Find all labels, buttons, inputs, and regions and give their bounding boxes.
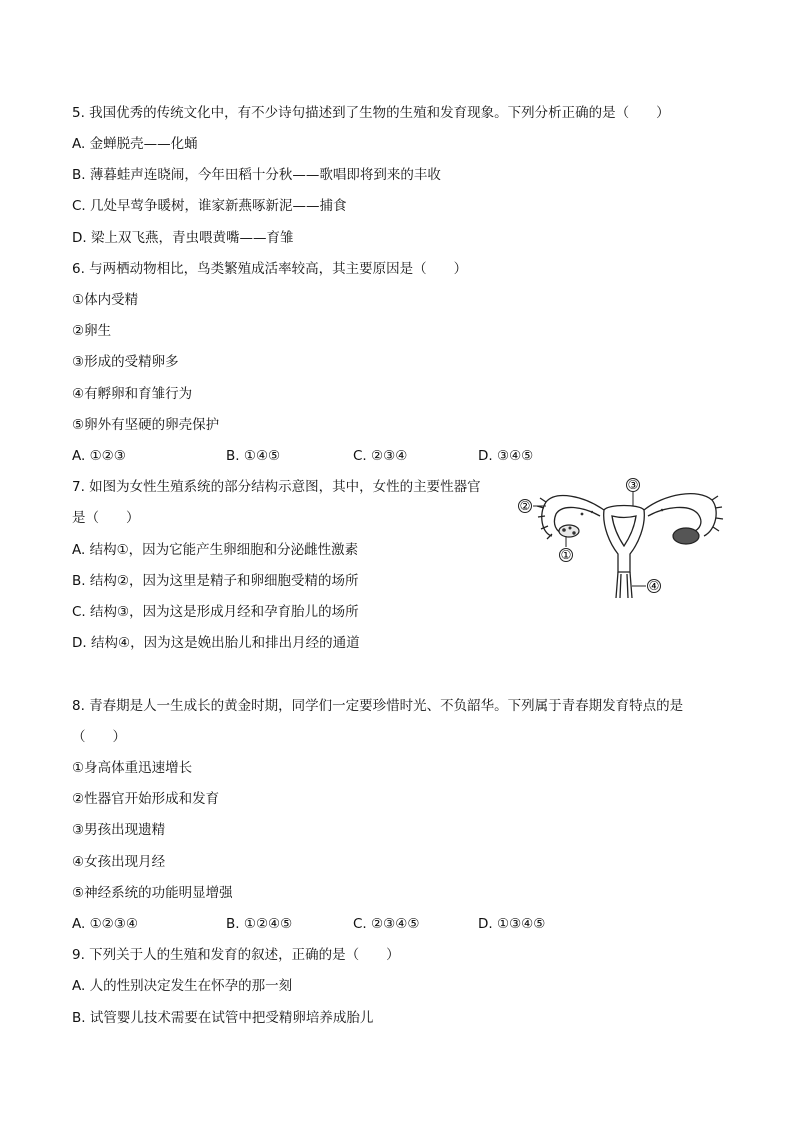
q6-item-2: ②卵生 [72,323,112,339]
q8-option-a: A. ①②③④ [72,916,138,932]
q9-stem: 9. 下列关于人的生殖和发育的叙述，正确的是（ ） [72,947,400,963]
q8-item-5: ⑤神经系统的功能明显增强 [72,885,233,901]
q5-option-c: C. 几处早莺争暖树，谁家新燕啄新泥——捕食 [72,198,347,214]
uterus-diagram [512,474,727,598]
vagina [616,572,632,598]
q6-option-a: A. ①②③ [72,448,126,464]
q7-option-d: D. 结构④，因为这是娩出胎儿和排出月经的通道 [72,635,360,651]
q8-option-b: B. ①②④⑤ [226,916,293,932]
right-ovary [673,528,699,544]
label-4: ④ [648,579,660,593]
q6-option-d: D. ③④⑤ [478,448,534,464]
q5-option-d: D. 梁上双飞燕，青虫喂黄嘴——育雏 [72,230,294,246]
q7-option-b: B. 结构②，因为这里是精子和卵细胞受精的场所 [72,573,359,589]
left-ovary [559,525,579,537]
q9-option-b: B. 试管婴儿技术需要在试管中把受精卵培养成胎儿 [72,1010,374,1026]
uterus [604,506,645,573]
q7-option-a: A. 结构①，因为它能产生卵细胞和分泌雌性激素 [72,542,359,558]
q6-item-3: ③形成的受精卵多 [72,354,179,370]
q7-stem-line1: 7. 如图为女性生殖系统的部分结构示意图，其中，女性的主要性器官 [72,479,481,495]
q6-item-1: ①体内受精 [72,292,139,308]
q8-stem-line2: （ ） [72,729,126,745]
q7-option-c: C. 结构③，因为这是形成月经和孕育胎儿的场所 [72,604,359,620]
female-reproductive-system-figure [512,474,727,598]
q9-option-a: A. 人的性别决定发生在怀孕的那一刻 [72,978,293,994]
q8-option-c: C. ②③④⑤ [353,916,420,932]
q6-option-c: C. ②③④ [353,448,408,464]
q6-item-4: ④有孵卵和育雏行为 [72,386,193,402]
q8-item-2: ②性器官开始形成和发育 [72,791,220,807]
q8-item-3: ③男孩出现遗精 [72,822,166,838]
q6-item-5: ⑤卵外有坚硬的卵壳保护 [72,417,220,433]
label-3: ③ [627,478,639,492]
q6-stem: 6. 与两栖动物相比，鸟类繁殖成活率较高，其主要原因是（ ） [72,261,468,277]
q8-option-d: D. ①③④⑤ [478,916,546,932]
q8-item-1: ①身高体重迅速增长 [72,760,193,776]
q5-stem: 5. 我国优秀的传统文化中，有不少诗句描述到了生物的生殖和发育现象。下列分析正确的是（ ） [72,105,670,121]
label-2: ② [519,499,531,513]
q5-option-b: B. 薄暮蛙声连晓闹，今年田稻十分秋——歌唱即将到来的丰收 [72,167,441,183]
q7-stem-line2: 是（ ） [72,510,140,526]
label-1: ① [560,548,572,562]
q6-option-b: B. ①④⑤ [226,448,281,464]
q8-item-4: ④女孩出现月经 [72,854,166,870]
q5-option-a: A. 金蝉脱壳——化蛹 [72,136,198,152]
q8-stem-line1: 8. 青春期是人一生成长的黄金时期，同学们一定要珍惜时光、不负韶华。下列属于青春期发育特点的是 [72,698,684,714]
